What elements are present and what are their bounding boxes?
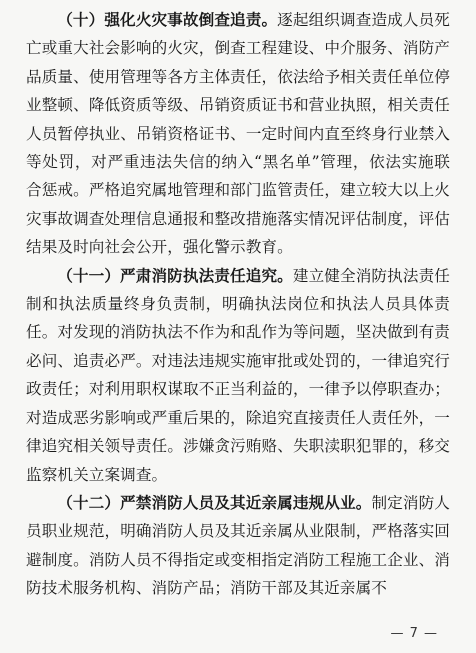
page-number: — 7 — (390, 626, 438, 641)
paragraph-12-body: 制定消防人员职业规范，明确消防人员及其近亲属从业限制，严格落实回避制度。消防人员不得指定或变相指定消防工程施工企业、消防技术服务机构、消防产品；消防干部及其近亲属不 (26, 493, 450, 598)
paragraph-10-body: 逐起组织调查造成人员死亡或重大社会影响的火灾，倒查工程建设、中介服务、消防产品质量、使用管理等各方主体责任，依法给予相关责任单位停业整顿、降低资质等级、吊销资质证书和营业执照，相关责任人员暂停执业、吊销资格证书、一定时间内直至终身行业禁入等处罚，对严重违法失信的纳入“黑名单”管理，依法实施联合惩戒。严格追究属地管理和部门监管责任，建立较大以上火灾事故调查处理信息通报和整改措施落实情况评估制度，评估结果及时向社会公开，强化警示教育。 (26, 11, 450, 257)
paragraph-11-body: 建立健全消防执法责任制和执法质量终身负责制，明确执法岗位和执法人员具体责任。对发现的消防执法不作为和乱作为等问题，坚决做到有责必问、追责必严。对违法违规实施审批或处罚的，一律追究行政责任；对利用职权谋取不正当利益的，一律予以停职查办；对造成恶劣影响或严重后果的，除追究直接责任人责任外，一律追究相关领导责任。涉嫌贪污贿赂、失职渎职犯罪的，移交监察机关立案调查。 (26, 266, 450, 484)
paragraph-12-heading: （十二）严禁消防人员及其近亲属违规从业。 (57, 493, 372, 512)
paragraph-11 (26, 262, 450, 489)
paragraph-10 (26, 6, 450, 262)
paragraph-11-heading: （十一）严肃消防执法责任追究。 (57, 266, 293, 285)
paragraph-10-heading: （十）强化火灾事故倒查追责。 (57, 11, 278, 29)
paragraph-12 (26, 489, 450, 603)
